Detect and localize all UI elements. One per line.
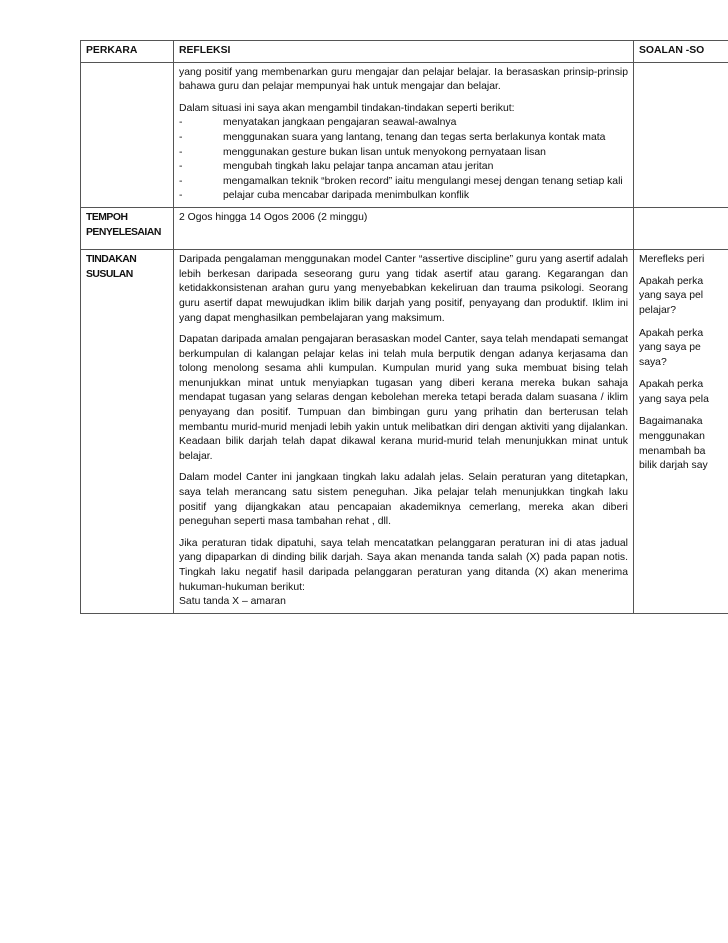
question-1: Merefleks peri	[639, 254, 705, 266]
table-header-row	[81, 41, 728, 63]
list-item: - menyatakan jangkaan pengajaran seawal-awalnya	[179, 117, 457, 129]
row1-paragraph: yang positif yang membenarkan guru mengajar dan pelajar belajar. Ia berasaskan prinsip-prinsip bahawa guru dan pelajar mempunyai hak untuk mengajar dan belajar.	[179, 66, 628, 93]
list-item: - mengubah tingkah laku pelajar tanpa ancaman atau jeritan	[179, 161, 494, 173]
row2-text: 2 Ogos hingga 14 Ogos 2006 (2 minggu)	[174, 207, 634, 249]
question-5: Bagaimanaka menggunakan menambah ba bilik darjah say	[639, 416, 708, 472]
row2-question-cell	[634, 207, 728, 249]
table-row-tempoh	[81, 207, 728, 249]
header-perkara: PERKARA	[81, 41, 174, 63]
header-soalan: SOALAN -SO	[634, 41, 728, 63]
row1-label-cell	[81, 62, 174, 207]
list-item: - menggunakan gesture bukan lisan untuk menyokong pernyataan lisan	[179, 146, 546, 158]
row2-label: TEMPOH PENYELESAIAN	[81, 207, 174, 249]
question-2: Apakah perka yang saya pel pelajar?	[639, 275, 704, 316]
row1-content-cell	[174, 62, 634, 207]
action-list	[179, 116, 628, 204]
table-row-tindakan	[81, 250, 728, 614]
question-3: Apakah perka yang saya pe saya?	[639, 327, 704, 368]
row1-intro: Dalam situasi ini saya akan mengambil tindakan-tindakan seperti berikut:	[179, 102, 515, 114]
row3-paragraph-3: Dalam model Canter ini jangkaan tingkah laku adalah jelas. Selain peraturan yang ditetapkan, saya telah merancang satu sistem peneguhan. Jika pelajar telah menunjukkan tingkah laku positif yang dijangkakan atau pencapaian akademiknya cemerlang, mereka akan diberi peneguhan seperti masa tambahan rehat , dll.	[179, 472, 628, 528]
list-item: - pelajar cuba mencabar daripada menimbulkan konflik	[179, 190, 470, 202]
row1-question-cell	[634, 62, 728, 207]
table-row-continuation	[81, 62, 728, 207]
row3-content-cell	[174, 250, 634, 614]
list-item: - menggunakan suara yang lantang, tenang dan tegas serta berlakunya kontak mata	[179, 131, 606, 143]
reflection-table	[80, 40, 728, 614]
question-4: Apakah perka yang saya pela	[639, 379, 709, 405]
list-item: - mengamalkan teknik “broken record” iaitu mengulangi mesej dengan tenang setiap kali	[179, 175, 623, 187]
row3-paragraph-2: Dapatan daripada amalan pengajaran berasaskan model Canter, saya telah mendapati semangat berkumpulan di kalangan pelajar kelas ini telah mula berputik dengan adanya kerjasama dan tolong menolong sesama ahli kumpulan. Kumpulan murid yang suka membuat bising telah menunjukkan minat untuk menyiapkan tugasan yang diberi kerana mereka bukan sahaja mendapat tugasan yang selaras dengan kebolehan mereka tetapi berada dalam suasana / iklim penyayang dan positif. Tumpuan dan bimbingan guru yang prihatin dan berterusan telah membantu murid-murid menjadi lebih yakin untuk melibatkan diri dengan aktiviti yang dijalankan. Keadaan bilik darjah telah dapat dikawal kerana murid-murid telah menunjukkan minat untuk belajar.	[179, 334, 628, 462]
row3-question-cell	[634, 250, 728, 614]
row3-paragraph-5: Satu tanda X – amaran	[179, 596, 286, 608]
row3-paragraph-1: Daripada pengalaman menggunakan model Canter “assertive discipline” guru yang asertif adalah lebih berkesan daripada seseorang guru yang tidak asertif atau garang. Kegarangan dan ketidakkonsistenan arahan guru yang menyebabkan kekeliruan dan trauma psikologi. Seorang guru asertif dapat mewujudkan iklim bilik darjah yang positif, penyayang dan produktif. Iklim ini yang dapat menghasilkan pembelajaran yang maksimum.	[179, 254, 628, 324]
header-refleksi: REFLEKSI	[174, 41, 634, 63]
row3-label: TINDAKAN SUSULAN	[81, 250, 174, 614]
row3-paragraph-4: Jika peraturan tidak dipatuhi, saya telah mencatatkan pelanggaran peraturan ini di atas jadual yang dipaparkan di dinding bilik darjah. Saya akan menanda tanda salah (X) pada papan notis. Tingkah laku negatif hasil daripada pelanggaran peraturan yang ditanda (X) akan menerima hukuman-hukuman berikut:	[179, 537, 628, 593]
